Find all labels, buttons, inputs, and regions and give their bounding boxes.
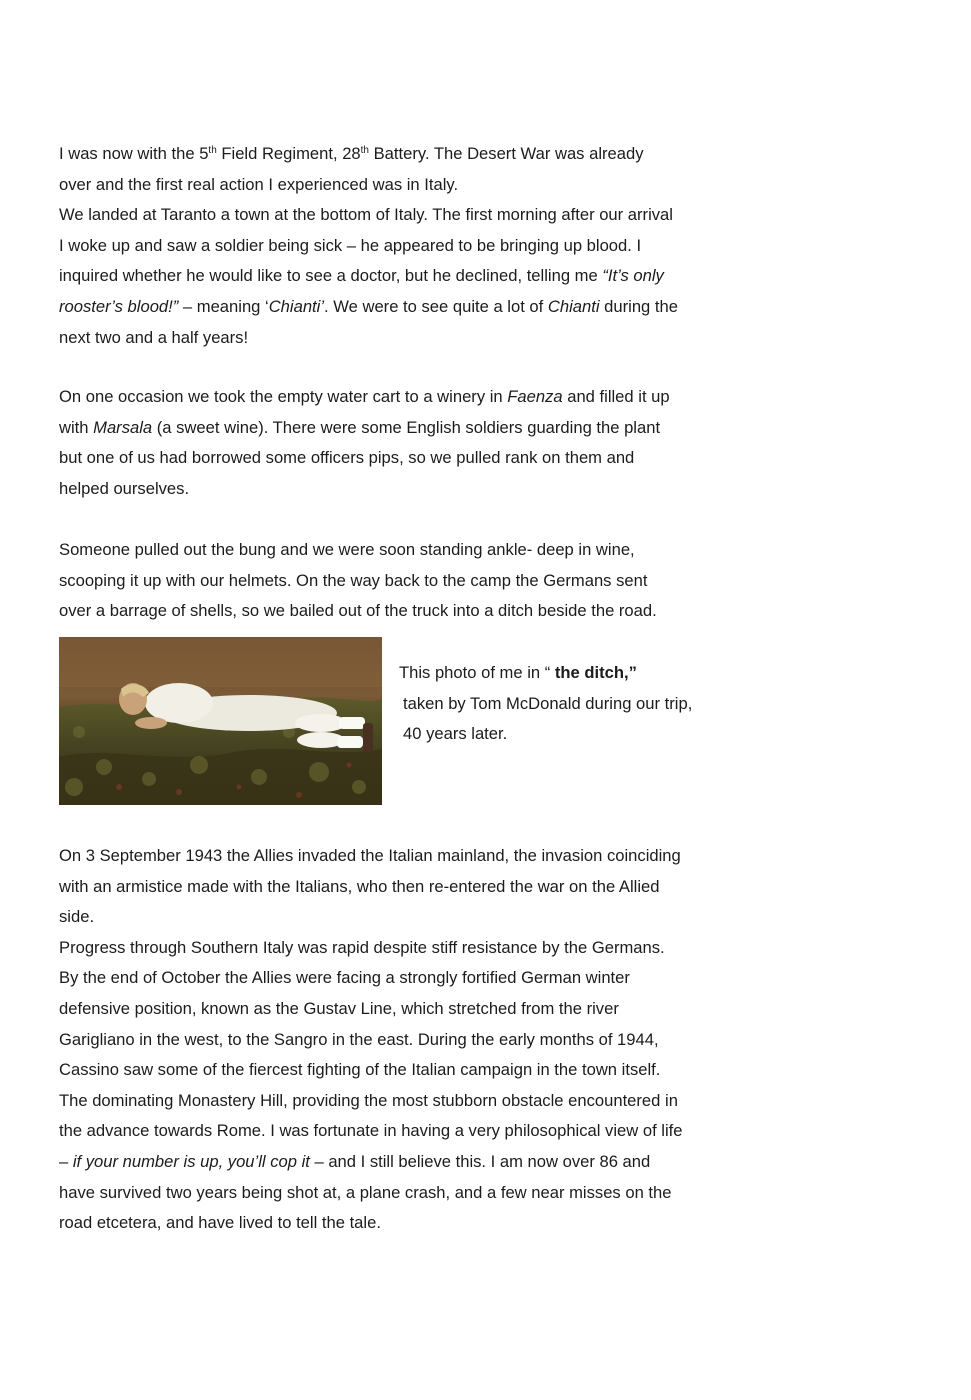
italic-quote: “It’s only	[602, 266, 664, 286]
italic-quote: rooster’s blood!”	[59, 296, 179, 316]
text-run: Field Regiment, 28	[216, 144, 361, 163]
text-run: with	[59, 417, 94, 437]
italic-term: Chianti	[547, 296, 600, 316]
text-line: over a barrage of shells, so we bailed out of the truck into a ditch beside the road.	[59, 601, 657, 621]
text-line: Garigliano in the west, to the Sangro in the east. During the early months of 1944,	[59, 1029, 659, 1049]
text-line: road etcetera, and have lived to tell the tale.	[59, 1213, 381, 1233]
text-line	[59, 292, 819, 323]
bold-term: the ditch,”	[554, 663, 637, 682]
paragraph-bung	[59, 535, 819, 627]
text-line: We landed at Taranto a town at the bottom of Italy. The first morning after our arrival	[59, 205, 673, 225]
text-line: helped ourselves.	[59, 478, 190, 498]
text-line: The dominating Monastery Hill, providing the most stubborn obstacle encountered in	[59, 1090, 678, 1110]
text-line: with an armistice made with the Italians, who then re-entered the war on the Allied	[59, 876, 660, 896]
superscript: th	[360, 145, 369, 156]
text-run: Battery. The Desert War was already	[369, 144, 644, 163]
text-line: scooping it up with our helmets. On the way back to the camp the Germans sent	[59, 570, 648, 590]
text-line: 40 years later.	[403, 724, 508, 744]
text-run: and filled it up	[562, 387, 670, 406]
text-run: On one occasion we took the empty water cart to a winery in	[59, 387, 508, 406]
text-run: – and I still believe this. I am now over 86 and	[309, 1151, 651, 1171]
photo-caption	[399, 658, 799, 750]
text-line	[59, 261, 819, 292]
text-line	[59, 139, 819, 170]
text-line: over and the first real action I experienced was in Italy.	[59, 174, 459, 194]
text-run: inquired whether he would like to see a doctor, but he declined, telling me	[59, 266, 603, 286]
italic-term: Faenza	[507, 387, 563, 406]
italic-term: Marsala	[93, 417, 153, 437]
text-line: next two and a half years!	[59, 327, 249, 347]
text-run: –	[59, 1151, 73, 1171]
text-line: Progress through Southern Italy was rapid despite stiff resistance by the Germans.	[59, 937, 665, 957]
text-line: side.	[59, 907, 95, 927]
text-line: Cassino saw some of the fiercest fighting of the Italian campaign in the town itself.	[59, 1060, 661, 1080]
text-line: defensive position, known as the Gustav Line, which stretched from the river	[59, 998, 619, 1018]
paragraph-regiment	[59, 139, 819, 353]
text-line: By the end of October the Allies were facing a strongly fortified German winter	[59, 968, 630, 988]
paragraph-campaign	[59, 841, 819, 1239]
text-run: (a sweet wine). There were some English soldiers guarding the plant	[152, 417, 661, 437]
text-line: taken by Tom McDonald during our trip,	[403, 693, 693, 713]
text-run: . We were to see quite a lot of	[324, 296, 548, 316]
text-line: have survived two years being shot at, a plane crash, and a few near misses on the	[59, 1182, 672, 1202]
text-line: the advance towards Rome. I was fortunate in having a very philosophical view of life	[59, 1121, 683, 1141]
text-run: I was now with the 5	[59, 144, 209, 163]
text-run: This photo of me in “	[399, 663, 555, 682]
paragraph-winery	[59, 382, 819, 504]
text-line: I woke up and saw a soldier being sick – he appeared to be bringing up blood. I	[59, 235, 642, 255]
text-line	[399, 658, 799, 689]
text-line: On 3 September 1943 the Allies invaded the Italian mainland, the invasion coinciding	[59, 846, 681, 865]
text-line: Someone pulled out the bung and we were soon standing ankle- deep in wine,	[59, 540, 635, 559]
text-line	[59, 1147, 819, 1178]
italic-quote: if your number is up, you’ll cop it	[72, 1151, 310, 1171]
text-run: – meaning ‘	[178, 296, 269, 316]
superscript: th	[208, 145, 217, 156]
ditch-photo	[59, 637, 382, 805]
text-line	[59, 382, 819, 413]
text-line	[59, 413, 819, 444]
text-line: but one of us had borrowed some officers pips, so we pulled rank on them and	[59, 448, 635, 468]
italic-term: Chianti’	[268, 296, 325, 316]
text-run: during the	[599, 296, 678, 316]
